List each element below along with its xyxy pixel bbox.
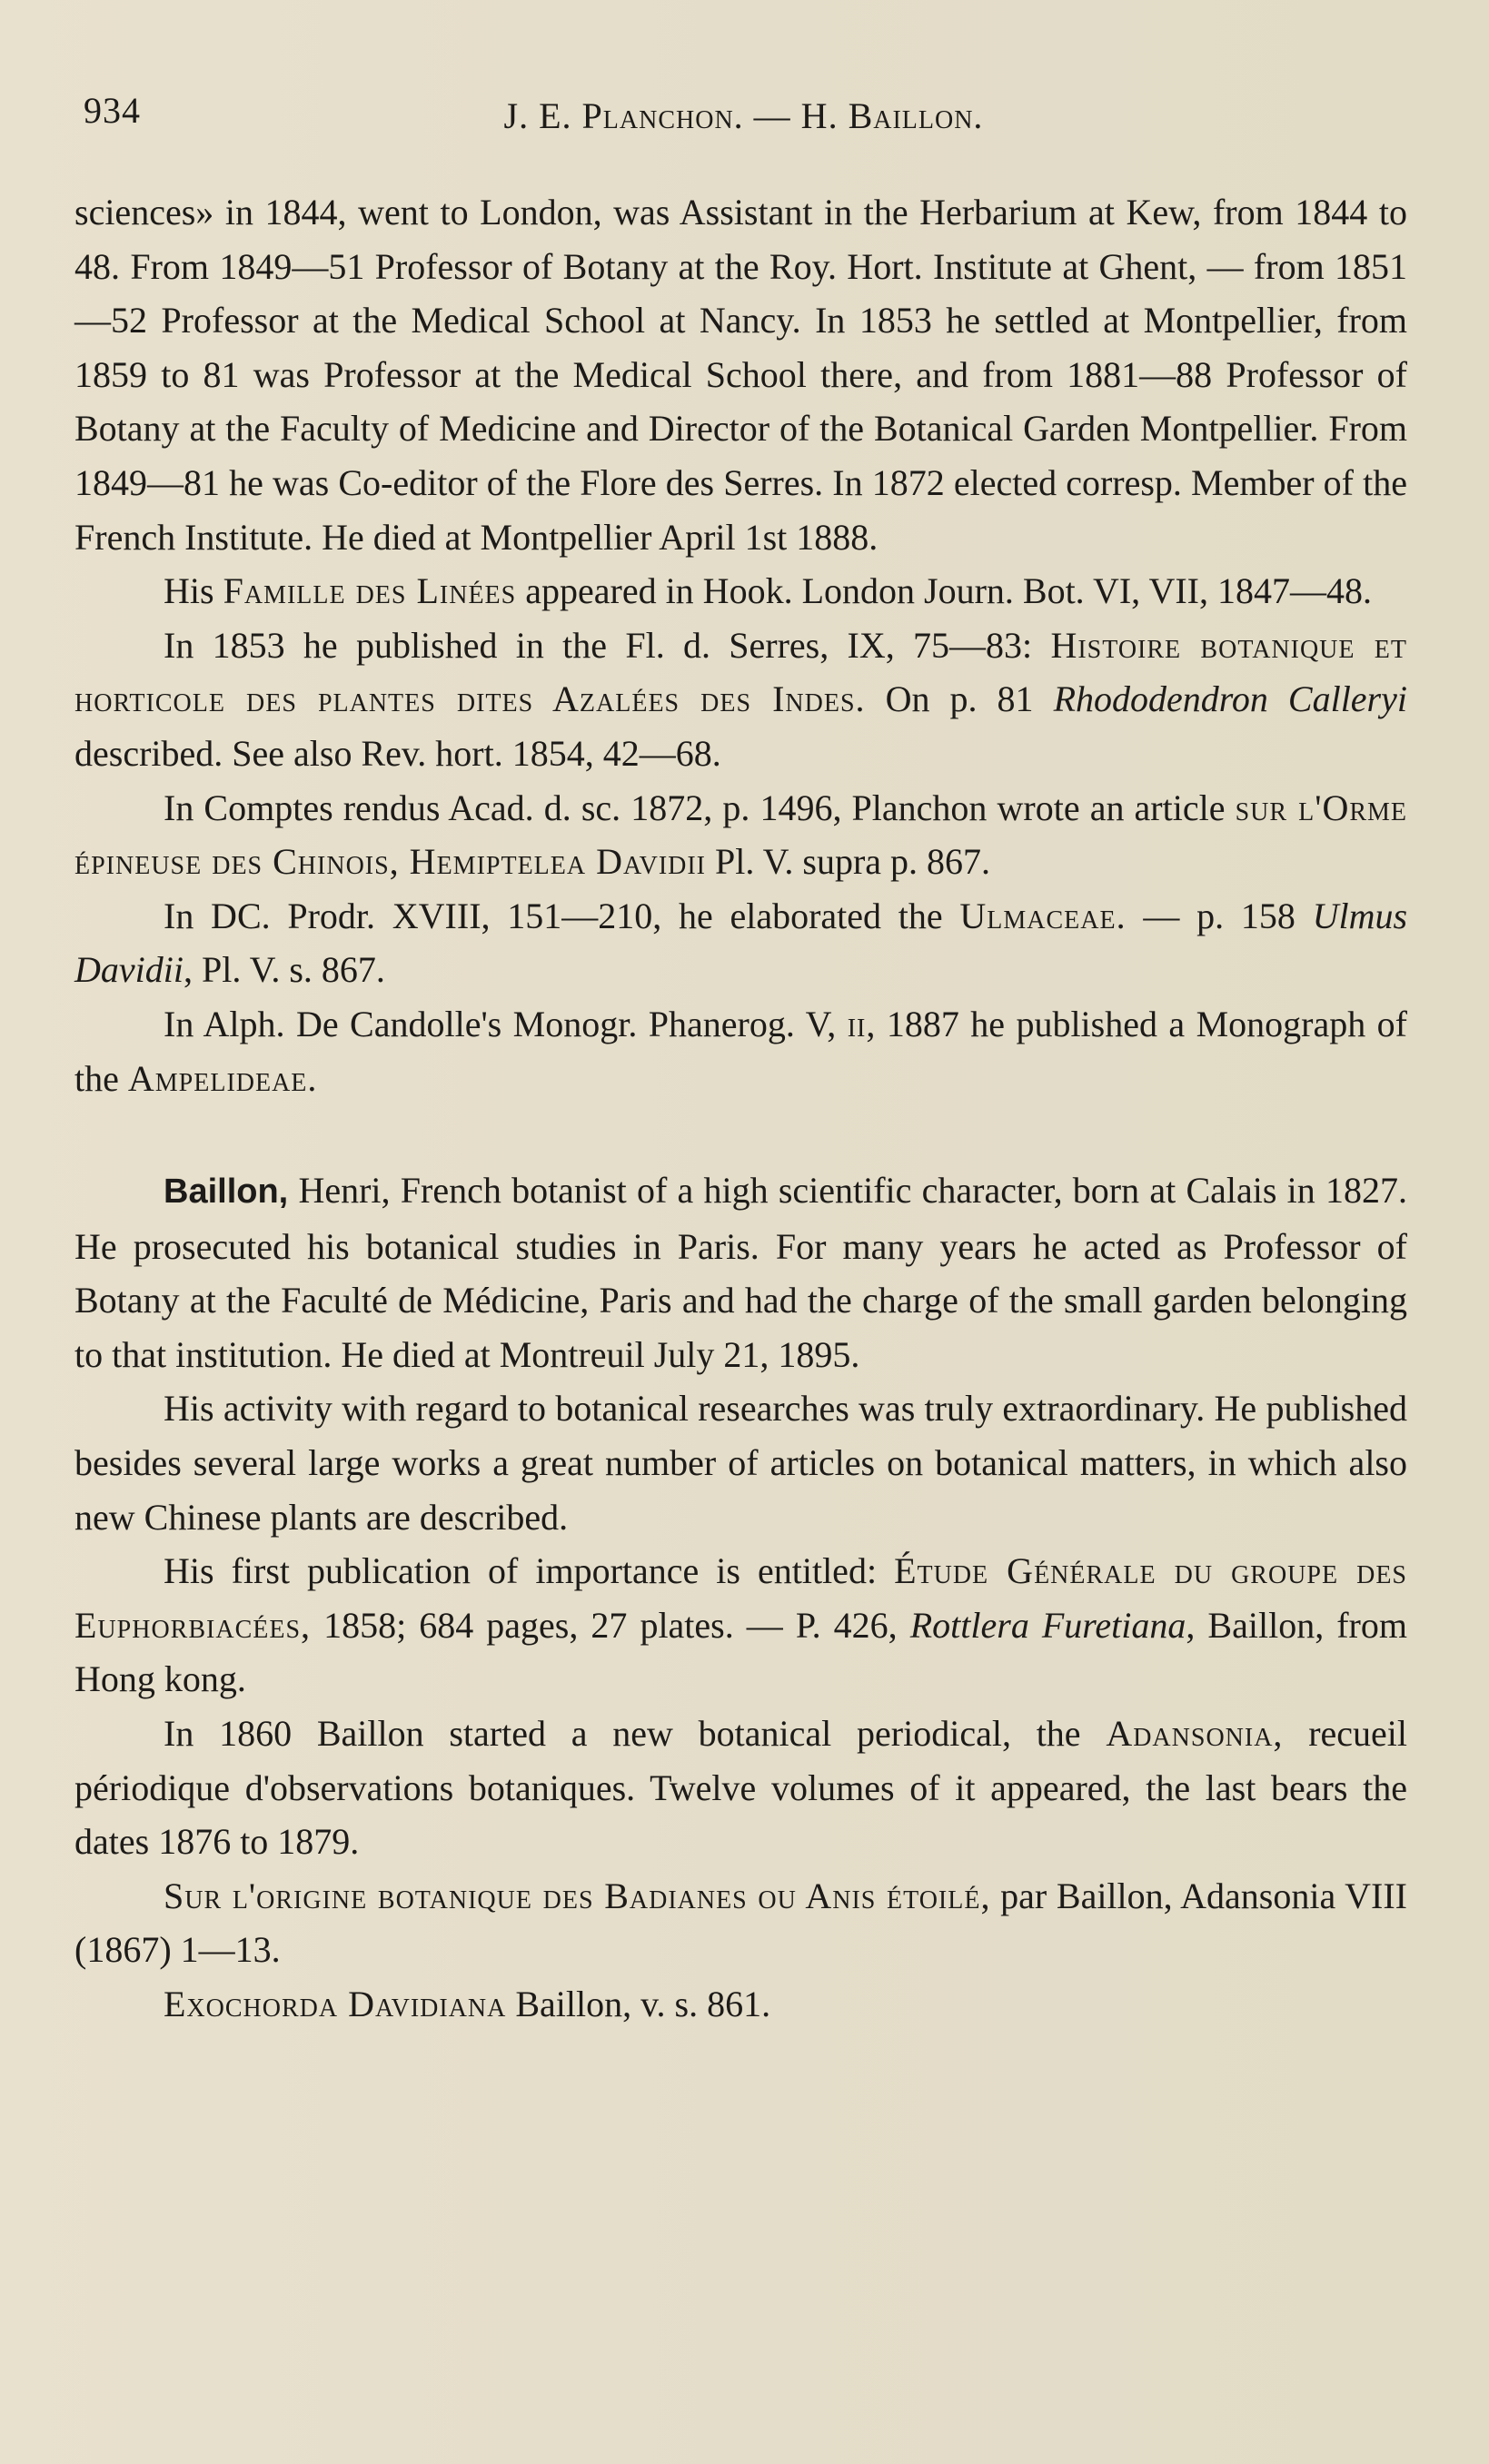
species-name: Ulmus Davidii (74, 895, 1408, 991)
running-head (74, 84, 1413, 138)
paragraph-planchon-career: sciences» in 1844, went to London, was Assistant in the Herbarium at Kew, from 1844 to 48. From 1849—51 Professor of Botany at the Roy. Hort. Institute at Ghent, — from 1851—52 Professor at the Medical School at Nancy. In 1853 he settled at Montpellier, from 1859 to 81 was Professor at the Medical School there, and from 1881—88 Professor of Botany at the Faculty of Medicine and Director of the Botanical Garden Montpellier. From 1849—81 he was Co-editor of the Flore des Serres. In 1872 elected corresp. Member of the French Institute. He died at Montpellier April 1st 1888. (74, 192, 1407, 558)
work-title: Étude Générale du groupe des Euphorbiacées, (74, 1550, 1407, 1646)
text-run: On p. 81 (865, 678, 1054, 720)
work-title: Ampelideae. (127, 1057, 318, 1099)
paragraph-baillon-activity: His activity with regard to botanical researches was truly extraordinary. He published besides several large works a great number of articles on botanical matters, in which also new Chinese plants are described. (74, 1388, 1407, 1538)
entry-separator (74, 1105, 1407, 1163)
text-run: Henri, French botanist of a high scientific character, born at Calais in 1827. He prosecuted his botanical studies in Paris. For many years he acted as Professor of Botany at the Faculté de Médicine, Paris and had the charge of the small garden belonging to that institution. He died at Montreuil July 21, 1895. (74, 1170, 1407, 1375)
work-title: Adansonia, (1106, 1713, 1284, 1755)
work-title: Sur l'origine botanique des Badianes ou Anis étoilé, (164, 1875, 991, 1916)
paragraph-famille-des-linees (74, 564, 1407, 618)
text-run: , Pl. V. s. 867. (183, 949, 385, 991)
species-title: Exochorda Davidiana (164, 1984, 507, 2024)
paragraph-monographiae (74, 997, 1407, 1105)
species-name: Rottlera Furetiana (909, 1604, 1186, 1646)
volume-numeral: ii (847, 1003, 867, 1044)
species-name: Rhododendron Calleryi (1053, 678, 1407, 720)
text-run: His (164, 570, 223, 612)
paragraph-comptes-rendus (74, 781, 1407, 889)
entry-headword: Baillon, (164, 1173, 289, 1212)
work-title: Histoire botanique et horticole des plantes dites Azalées des Indes. (74, 624, 1407, 720)
text-run: , Baillon, from Hong kong. (74, 1604, 1407, 1700)
text-run: par Baillon, Adansonia VIII (1867) 1—13. (74, 1875, 1407, 1971)
text-run: In Comptes rendus Acad. d. sc. 1872, p. 1496, Planchon wrote an article (164, 787, 1236, 828)
text-run: recueil périodique d'observations botaniques. Twelve volumes of it appeared, the last bears the dates 1876 to 1879. (74, 1713, 1408, 1863)
text-run: His first publication of importance is entitled: (164, 1550, 895, 1592)
text-run: — p. 158 (1126, 895, 1313, 936)
work-title: sur l'Orme épineuse des Chinois, Hemiptelea Davidii (74, 787, 1408, 883)
work-title: Ulmaceae. (959, 895, 1127, 936)
text-run: Baillon, v. s. 861. (506, 1984, 771, 2024)
body-text (74, 185, 1407, 2032)
text-run: Pl. V. supra p. 867. (706, 841, 991, 883)
paragraph-baillon-bio (74, 1163, 1407, 1381)
text-run: , 1887 he published a Monograph of the (74, 1003, 1408, 1099)
text-run: 1858; 684 pages, 27 plates. — P. 426, (311, 1604, 910, 1646)
page-number: 934 (84, 90, 141, 131)
running-head-title: J. E. Planchon. — H. Baillon. (503, 95, 984, 136)
text-run: In 1860 Baillon started a new botanical periodical, the (164, 1713, 1107, 1755)
paragraph-euphorbiacees (74, 1544, 1407, 1707)
paragraph-adansonia (74, 1707, 1407, 1869)
paragraph-azalees (74, 618, 1407, 781)
paragraph-badianes (74, 1869, 1407, 1977)
text-run: In Alph. De Candolle's Monogr. Phanerog. V, (164, 1003, 848, 1044)
paragraph-dc-prodr (74, 889, 1407, 997)
text-run: In 1853 he published in the Fl. d. Serres, IX, 75—83: (164, 624, 1051, 666)
text-run: appeared in Hook. London Journ. Bot. VI, VII, 1847—48. (516, 570, 1372, 612)
paragraph-exochorda (74, 1977, 1407, 2032)
text-run: In DC. Prodr. XVIII, 151—210, he elaborated the (164, 895, 960, 936)
work-title: Famille des Linées (223, 570, 517, 612)
text-run: described. See also Rev. hort. 1854, 42—68. (74, 732, 721, 774)
